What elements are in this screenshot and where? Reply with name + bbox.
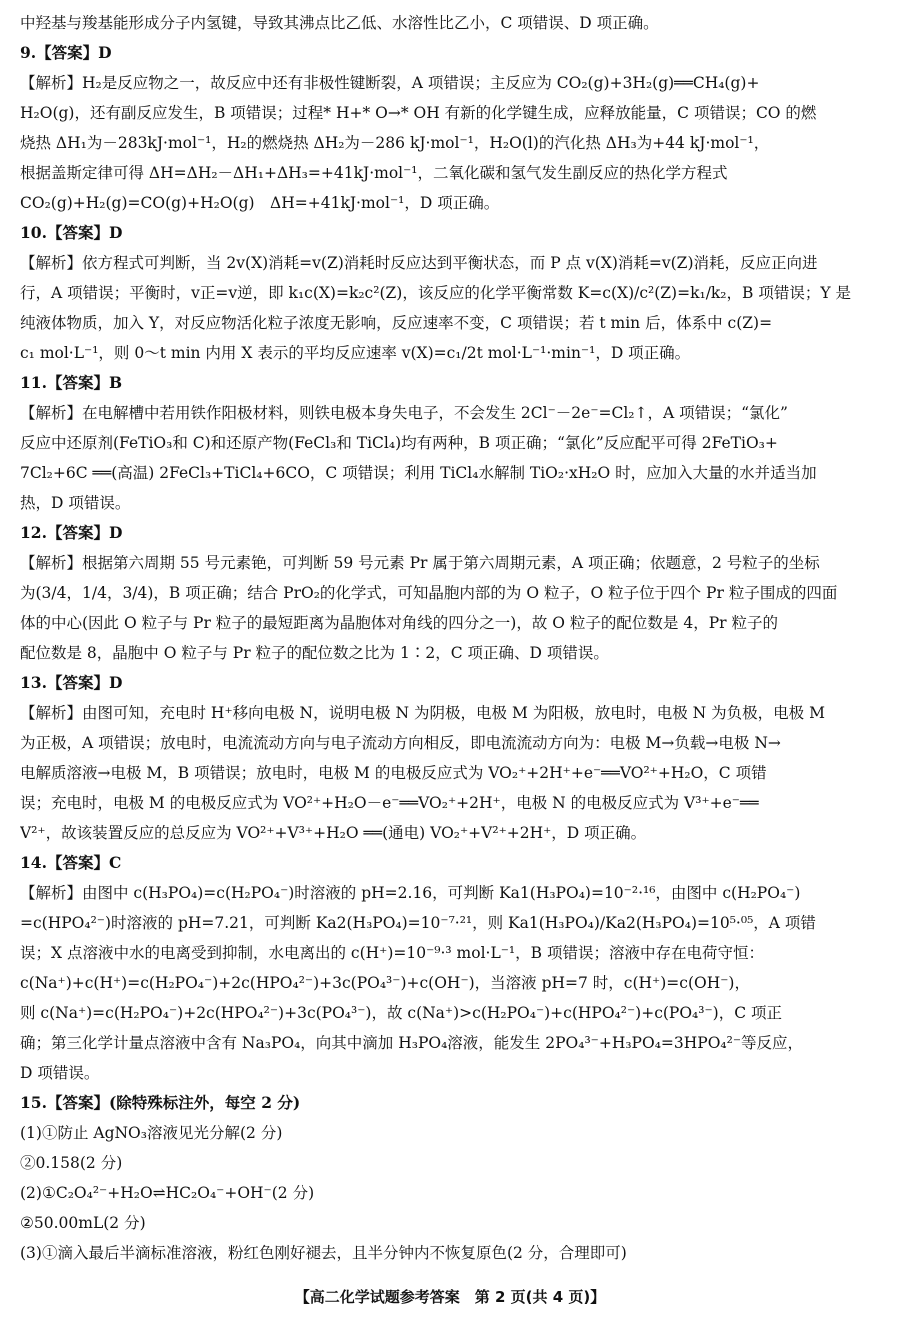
q9-line: H₂O(g)，还有副反应发生，B 项错误；过程* H+* O→* OH 有新的化学键生成，应释放能量，C 项错误；CO 的燃 — [20, 104, 817, 122]
q12-line: 体的中心(因此 O 粒子与 Pr 粒子的最短距离为晶胞体对角线的四分之一)，故 O 粒子的配位数是 4，Pr 粒子的 — [20, 614, 778, 632]
q13-line: 【解析】由图可知，充电时 H⁺移向电极 N，说明电极 N 为阴极，电极 M 为阳极，放电时，电极 N 为负极，电极 M — [20, 704, 825, 722]
q10-line: 【解析】依方程式可判断，当 2v(X)消耗=v(Z)消耗时反应达到平衡状态，而 P 点 v(X)消耗=v(Z)消耗，反应正向进 — [20, 254, 818, 272]
q9-line: 根据盖斯定律可得 ΔH=ΔH₂－ΔH₁+ΔH₃=+41kJ·mol⁻¹，二氧化碳和氢气发生副反应的热化学方程式 — [20, 164, 728, 182]
q14-explanation — [20, 878, 880, 1088]
q13-line: V²⁺，故该装置反应的总反应为 VO²⁺+V³⁺+H₂O ══(通电) VO₂⁺+V²⁺+2H⁺，D 项正确。 — [20, 824, 647, 842]
q9-explanation — [20, 68, 880, 218]
q13-line: 误；充电时，电极 M 的电极反应式为 VO²⁺+H₂O－e⁻══VO₂⁺+2H⁺，电极 N 的电极反应式为 V³⁺+e⁻══ — [20, 794, 759, 812]
q11-line: 热，D 项错误。 — [20, 494, 131, 512]
q11-line: 【解析】在电解槽中若用铁作阳极材料，则铁电极本身失电子，不会发生 2Cl⁻－2e⁻=Cl₂↑，A 项错误；“氯化” — [20, 404, 788, 422]
q14-line: 确；第三化学计量点溶液中含有 Na₃PO₄，向其中滴加 H₃PO₄溶液，能发生 2PO₄³⁻+H₃PO₄=3HPO₄²⁻等反应， — [20, 1034, 804, 1052]
q13-answer: 13.【答案】D — [20, 673, 123, 692]
q10-explanation — [20, 248, 880, 368]
q15-line: (3)①滴入最后半滴标准溶液，粉红色刚好褪去，且半分钟内不恢复原色(2 分，合理即可) — [20, 1244, 627, 1262]
q14-line: =c(HPO₄²⁻)时溶液的 pH=7.21，可判断 Ka2(H₃PO₄)=10⁻⁷·²¹，则 Ka1(H₃PO₄)/Ka2(H₃PO₄)=10⁵·⁰⁵，A 项错 — [20, 914, 816, 932]
q13-line: 电解质溶液→电极 M，B 项错误；放电时，电极 M 的电极反应式为 VO₂⁺+2H⁺+e⁻══VO²⁺+H₂O，C 项错 — [20, 764, 767, 782]
q14-line: 则 c(Na⁺)=c(H₂PO₄⁻)+2c(HPO₄²⁻)+3c(PO₄³⁻)，故 c(Na⁺)>c(H₂PO₄⁻)+c(HPO₄²⁻)+c(PO₄³⁻)，C 项正 — [20, 1004, 782, 1022]
q13-explanation — [20, 698, 880, 848]
q14-line: c(Na⁺)+c(H⁺)=c(H₂PO₄⁻)+2c(HPO₄²⁻)+3c(PO₄³⁻)+c(OH⁻)，当溶液 pH=7 时，c(H⁺)=c(OH⁻)， — [20, 974, 750, 992]
q8-tail: 中羟基与羧基能形成分子内氢键，导致其沸点比乙低、水溶性比乙小，C 项错误、D 项正确。 — [20, 14, 659, 32]
q15-explanation — [20, 1118, 880, 1268]
q14-line: 【解析】由图中 c(H₃PO₄)=c(H₂PO₄⁻)时溶液的 pH=2.16，可判断 Ka1(H₃PO₄)=10⁻²·¹⁶，由图中 c(H₂PO₄⁻) — [20, 884, 801, 902]
q10-line: 纯液体物质，加入 Y，对反应物活化粒子浓度无影响，反应速率不变，C 项错误；若 t min 后，体系中 c(Z)= — [20, 314, 773, 332]
q11-line: 反应中还原剂(FeTiO₃和 C)和还原产物(FeCl₃和 TiCl₄)均有两种，B 项正确；“氯化”反应配平可得 2FeTiO₃+ — [20, 434, 778, 452]
q9-line: 【解析】H₂是反应物之一，故反应中还有非极性键断裂，A 项错误；主反应为 CO₂(g)+3H₂(g)══CH₄(g)+ — [20, 74, 760, 92]
q9-line: CO₂(g)+H₂(g)=CO(g)+H₂O(g) ΔH=+41kJ·mol⁻¹，D 项正确。 — [20, 194, 500, 212]
q11-explanation — [20, 398, 880, 518]
q14-line: 误；X 点溶液中水的电离受到抑制，水电离出的 c(H⁺)=10⁻⁹·³ mol·L⁻¹，B 项错误；溶液中存在电荷守恒： — [20, 944, 764, 962]
q11-line: 7Cl₂+6C ══(高温) 2FeCl₃+TiCl₄+6CO，C 项错误；利用 TiCl₄水解制 TiO₂·xH₂O 时，应加入大量的水并适当加 — [20, 464, 817, 482]
q12-line: 为(3/4，1/4，3/4)，B 项正确；结合 PrO₂的化学式，可知晶胞内部的为 O 粒子，O 粒子位于四个 Pr 粒子围成的四面 — [20, 584, 838, 602]
q14-line: D 项错误。 — [20, 1064, 100, 1082]
q12-answer: 12.【答案】D — [20, 523, 123, 542]
q15-line: ②0.158(2 分) — [20, 1154, 123, 1172]
q10-line: c₁ mol·L⁻¹，则 0～t min 内用 X 表示的平均反应速率 v(X)=c₁/2t mol·L⁻¹·min⁻¹，D 项正确。 — [20, 344, 691, 362]
q15-answer: 15.【答案】(除特殊标注外，每空 2 分) — [20, 1093, 301, 1112]
q10-answer: 10.【答案】D — [20, 223, 123, 242]
q10-line: 行，A 项错误；平衡时，v正=v逆，即 k₁c(X)=k₂c²(Z)，该反应的化学平衡常数 K=c(X)/c²(Z)=k₁/k₂，B 项错误；Y 是 — [20, 284, 852, 302]
q12-explanation — [20, 548, 880, 668]
q12-line: 配位数是 8，晶胞中 O 粒子与 Pr 粒子的配位数之比为 1∶2，C 项正确、D 项错误。 — [20, 644, 609, 662]
q11-answer: 11.【答案】B — [20, 373, 123, 392]
q9-line: 烧热 ΔH₁为－283kJ·mol⁻¹，H₂的燃烧热 ΔH₂为－286 kJ·mol⁻¹，H₂O(l)的汽化热 ΔH₃为+44 kJ·mol⁻¹， — [20, 134, 770, 152]
q15-line: (1)①防止 AgNO₃溶液见光分解(2 分) — [20, 1124, 283, 1142]
q14-answer: 14.【答案】C — [20, 853, 122, 872]
q12-line: 【解析】根据第六周期 55 号元素铯，可判断 59 号元素 Pr 属于第六周期元素，A 项正确；依题意，2 号粒子的坐标 — [20, 554, 820, 572]
q13-line: 为正极，A 项错误；放电时，电流流动方向与电子流动方向相反，即电流流动方向为：电极 M→负载→电极 N→ — [20, 734, 781, 752]
q15-line: ②50.00mL(2 分) — [20, 1214, 146, 1232]
page-footer: 【高二化学试题参考答案 第 2 页(共 4 页)】 — [294, 1288, 606, 1306]
q15-line: (2)①C₂O₄²⁻+H₂O⇌HC₂O₄⁻+OH⁻(2 分) — [20, 1184, 315, 1202]
q9-answer: 9.【答案】D — [20, 43, 112, 62]
